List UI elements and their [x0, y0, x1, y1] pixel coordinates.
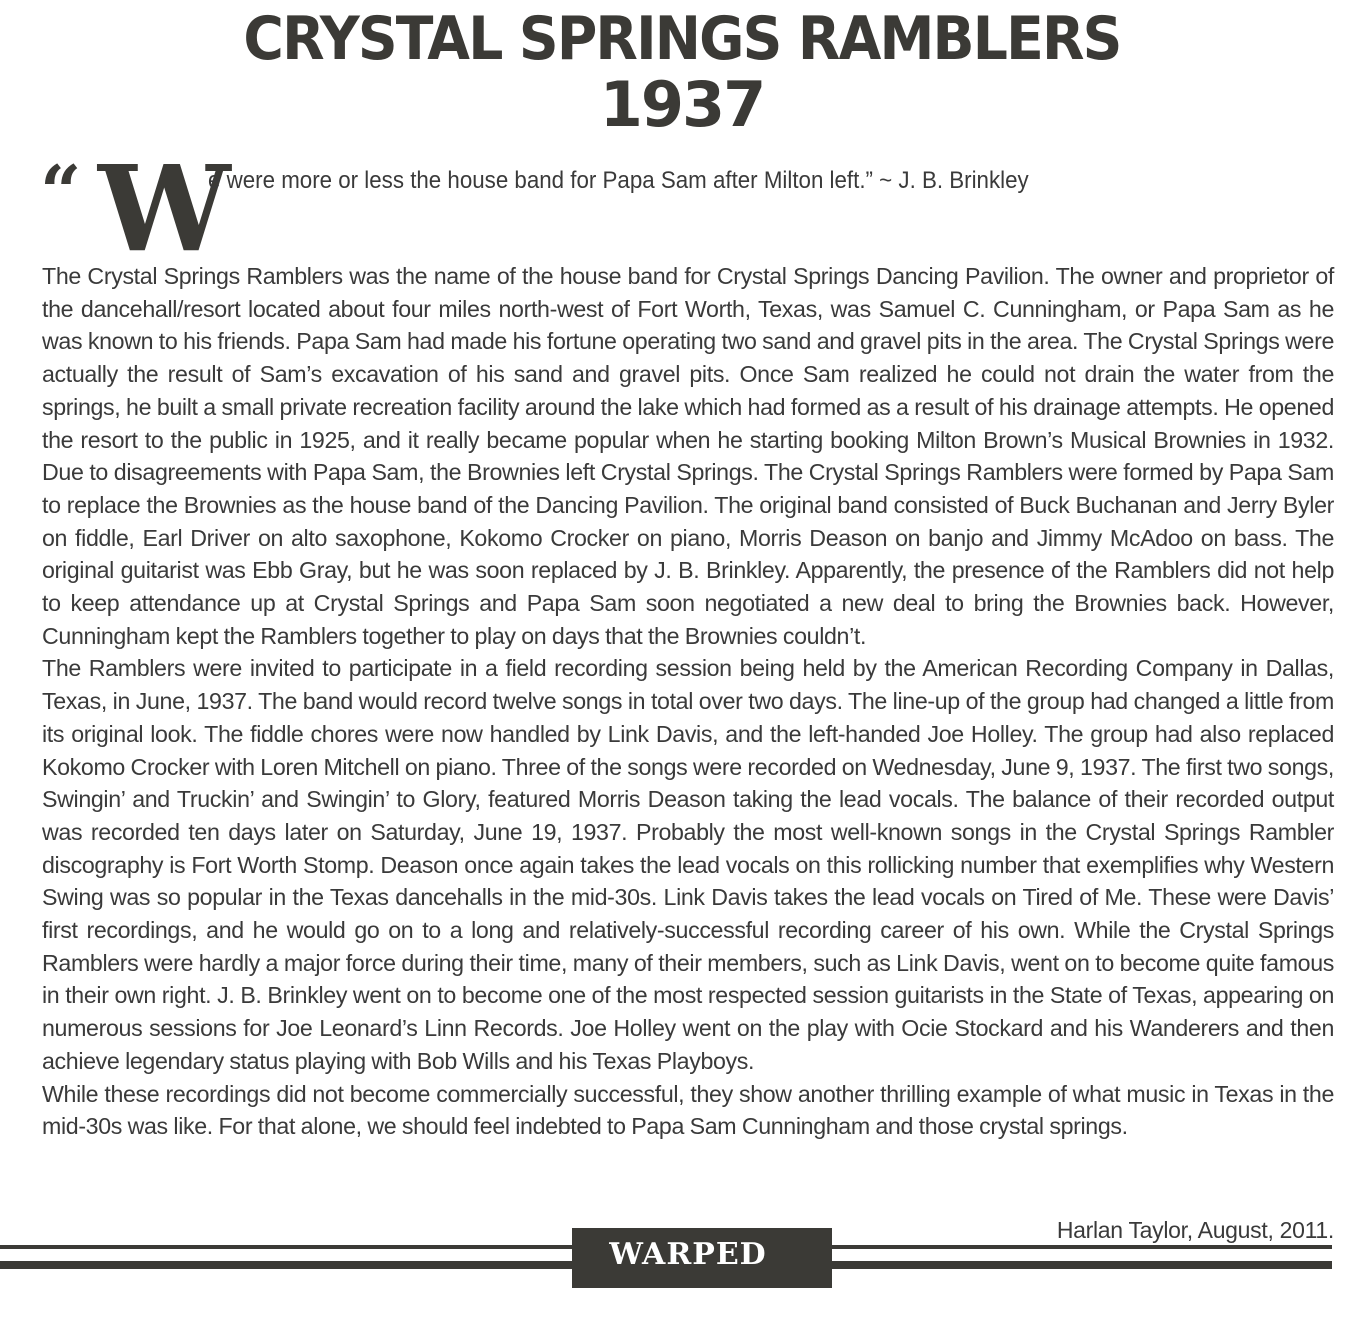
- drop-cap: W: [98, 139, 231, 278]
- footer-rule-right-bottom: [832, 1261, 1332, 1269]
- page-title: CRYSTAL SPRINGS RAMBLERS: [243, 4, 1121, 74]
- paragraph-3: While these recordings did not become commercially successful, they show another thrilling example of what music in Texas in the mid-30s was like. For that alone, we should feel indebted to Papa Sam Cunningham and those crystal springs.: [42, 1080, 1334, 1140]
- paragraph-2: The Ramblers were invited to participate in a field recording session being held by the American Recording Company in Dallas, Texas, in June, 1937. The band would record twelve songs in total over two days. The line-up of the group had changed a little from its original look. The fiddle chores were now handled by Link Davis, and the left-handed Joe Holley. The group had also replaced Kokomo Crocker with Loren Mitchell on piano. Three of the songs were recorded on Wednesday, June 9, 1937. The first two songs, Swingin’ and Truckin’ and Swingin’ to Glory, featured Morris Deason taking the lead vocals. The balance of their recorded output was recorded ten days later on Saturday, June 19, 1937. Probably the most well-known songs in the Crystal Springs Rambler discography is Fort Worth Stomp. Deason once again takes the lead vocals on this rollicking number that exemplifies why Western Swing was so popular in the Texas dancehalls in the mid-30s. Link Davis takes the lead vocals on Tired of Me. These were Davis’ first recordings, and he would go on to a long and relatively-successful recording career of his own. While the Crystal Springs Ramblers were hardly a major force during their time, many of their members, such as Link Davis, went on to become quite famous in their own right. J. B. Brinkley went on to become one of the most respected session guitarists in the State of Texas, appearing on numerous sessions for Joe Leonard’s Linn Records. Joe Holley went on the play with Ocie Stockard and his Wanderers and then achieve legendary status playing with Bob Wills and his Texas Playboys.: [42, 655, 1334, 1074]
- author-signature: Harlan Taylor, August, 2011.: [1056, 1217, 1334, 1243]
- footer-rule-right-top: [832, 1245, 1332, 1249]
- article-body: [42, 260, 1334, 1143]
- catalog-badge: [572, 1228, 832, 1326]
- label-name: WARPED: [609, 1237, 767, 1272]
- quote-text: e were more or less the house band for Papa Sam after Milton left.” ~ J. B. Brinkley: [208, 167, 1029, 194]
- opening-quote: [40, 139, 1340, 278]
- catalog-number: 3751: [658, 1291, 746, 1326]
- paragraph-1: The Crystal Springs Ramblers was the name of the house band for Crystal Springs Dancing Pavilion. The owner and proprietor of the dancehall/resort located about four miles north-west of Fort Worth, Texas, was Samuel C. Cunningham, or Papa Sam as he was known to his friends. Papa Sam had made his fortune operating two sand and gravel pits in the area. The Crystal Springs were actually the result of Sam’s excavation of his sand and gravel pits. Once Sam realized he could not drain the water from the springs, he built a small private recreation facility around the lake which had formed as a result of his drainage attempts. He opened the resort to the public in 1925, and it really became popular when he starting booking Milton Brown’s Musical Brownies in 1932. Due to disagreements with Papa Sam, the Brownies left Crystal Springs. The Crystal Springs Ramblers were formed by Papa Sam to replace the Brownies as the house band of the Dancing Pavilion. The original band consisted of Buck Buchanan and Jerry Byler on fiddle, Earl Driver on alto saxophone, Kokomo Crocker on piano, Morris Deason on banjo and Jimmy McAdoo on bass. The original guitarist was Ebb Gray, but he was soon replaced by J. B. Brinkley. Apparently, the presence of the Ramblers did not help to keep attendance up at Crystal Springs and Papa Sam soon negotiated a new deal to bring the Brownies back. However, Cunningham kept the Ramblers together to play on days that the Brownies couldn’t.: [42, 263, 1334, 649]
- footer-rule-left-bottom: [0, 1261, 572, 1269]
- footer-rule-left-top: [0, 1245, 572, 1249]
- page-year: 1937: [599, 68, 765, 141]
- open-quote-mark: “: [40, 149, 82, 234]
